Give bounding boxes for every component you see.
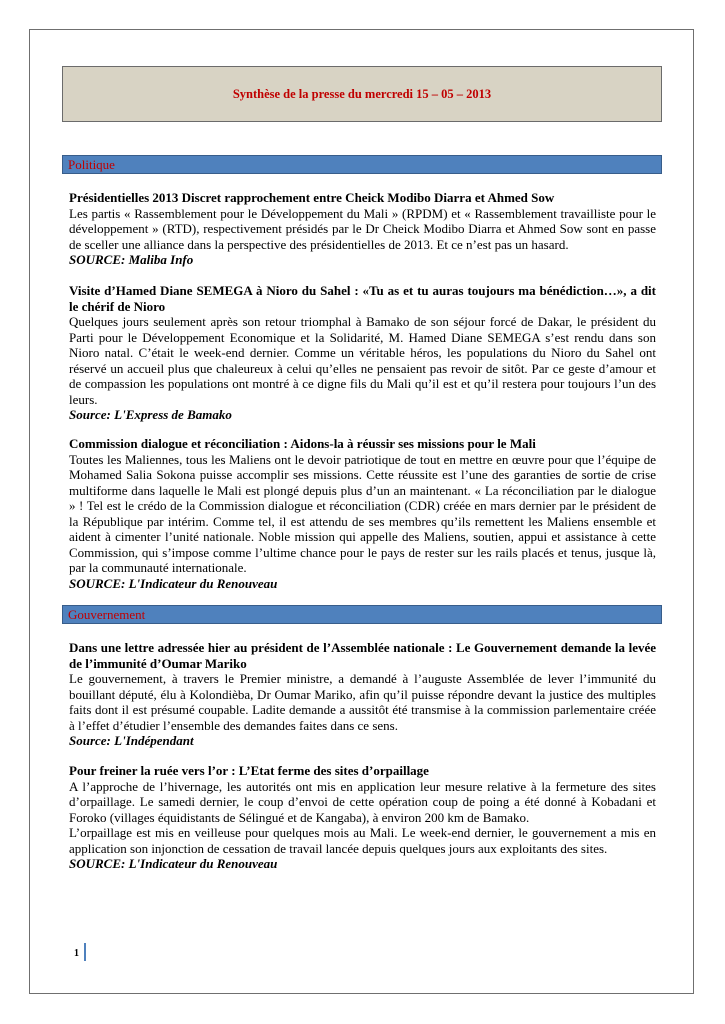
section-header-politique: Politique xyxy=(62,155,662,174)
page-number-marker xyxy=(84,943,86,961)
article-headline: Visite d’Hamed Diane SEMEGA à Nioro du Sahel : «Tu as et tu auras toujours ma bénédiction…», a dit le chérif de Nioro xyxy=(69,283,656,314)
article-headline: Présidentielles 2013 Discret rapprochement entre Cheick Modibo Diarra et Ahmed Sow xyxy=(69,190,555,205)
article-headline: Dans une lettre adressée hier au président de l’Assemblée nationale : Le Gouvernement demande la levée de l’immunité d’Oumar Mariko xyxy=(69,640,656,671)
article-source: SOURCE: Maliba Info xyxy=(69,252,194,267)
title-box xyxy=(62,66,662,122)
article xyxy=(69,640,656,749)
article-body: Toutes les Maliennes, tous les Maliens ont le devoir patriotique de tout en mettre en œuvre pour que l’équipe de Mohamed Salia Sokona puisse accomplir ses missions. Cette réussite est l’une des garanties de sortie de crise multiforme dans laquelle le Mali est plongé depuis plus d’un an maintenant. « La réconciliation par le dialogue » ! Tel est le crédo de la Commission dialogue et réconciliation (CDR) créée en mars dernier par le président de la République par intérim. Comme tel, il est attendu de ses membres qu’ils remettent les Maliens ensemble et aident à cimenter l’unité nationale. Noble mission qui appelle des Maliens, soutien, appui et assistance à cette Commission, qui s’impose comme l’ultime chance pour le pays de rester sur les rails placés et tenus, jusque là, par la communauté internationale. xyxy=(69,451,656,575)
article xyxy=(69,283,656,423)
article-source: Source: L'Indépendant xyxy=(69,733,194,748)
article-body: A l’approche de l’hivernage, les autorités ont mis en application leur mesure relative à la fermeture des sites d’orpaillage. Le samedi dernier, le coup d’envoi de cette opération coup de poing a été donné à Kobadani et Foroko (villages équidistants de Sélingué et de Kangaba), à environ 200 km de Bamako. xyxy=(69,778,656,825)
article-body: Le gouvernement, à travers le Premier ministre, a demandé à l’auguste Assemblée de lever l’immunité du bouillant député, élu à Kolondièba, Dr Oumar Mariko, afin qu’il puisse répondre devant la justice des multiples faits dont il est présumé coupable. Ladite demande a aussitôt été transmise à la commission parlementaire créée à l’effet d’étudier l’ensemble des demandes faites dans ce sens. xyxy=(69,671,656,733)
article xyxy=(69,763,656,872)
article-body: Quelques jours seulement après son retour triomphal à Bamako de son séjour forcé de Dakar, le président du Parti pour le Développement Economique et la Solidarité, M. Hamed Diane SEMEGA s’est rendu dans son Nioro natal. C’était le week-end dernier. Comme un véritable héros, les populations du Nioro du Sahel ont réservé un accueil plus que chaleureux à celui qu’elles ne pensaient pas revoir de sitôt. Par ce geste d’amour et de compassion les populations ont montré à ce digne fils du Mali qu’il est et qu’il restera pour toujours l’un des leurs. xyxy=(69,314,656,407)
article-body: Les partis « Rassemblement pour le Développement du Mali » (RPDM) et « Rassemblement travailliste pour le développement » (RTD), respectivement présidés par le Dr Cheick Modibo Diarra et Ahmed Sow sont en passe de sceller une alliance dans la perspective des présidentielles de 2013. Et ce n’est pas un hasard. xyxy=(69,205,656,252)
article-source: Source: L'Express de Bamako xyxy=(69,407,232,422)
article-headline: Pour freiner la ruée vers l’or : L’Etat ferme des sites d’orpaillage xyxy=(69,763,429,778)
article-source: SOURCE: L'Indicateur du Renouveau xyxy=(69,575,278,591)
article xyxy=(69,190,656,268)
article-headline: Commission dialogue et réconciliation : Aidons-la à réussir ses missions pour le Mali xyxy=(69,436,536,451)
article-source: SOURCE: L'Indicateur du Renouveau xyxy=(69,856,278,871)
article-body: L’orpaillage est mis en veilleuse pour quelques mois au Mali. Le week-end dernier, le gouvernement a mis en application son injonction de cessation de travail lancée depuis quelques jours aux exploitants des sites. xyxy=(69,825,656,856)
page-number: 1 xyxy=(74,948,79,959)
section-header-gouvernement: Gouvernement xyxy=(62,605,662,624)
page-title: Synthèse de la presse du mercredi 15 – 05 – 2013 xyxy=(232,86,492,101)
article xyxy=(69,436,656,591)
